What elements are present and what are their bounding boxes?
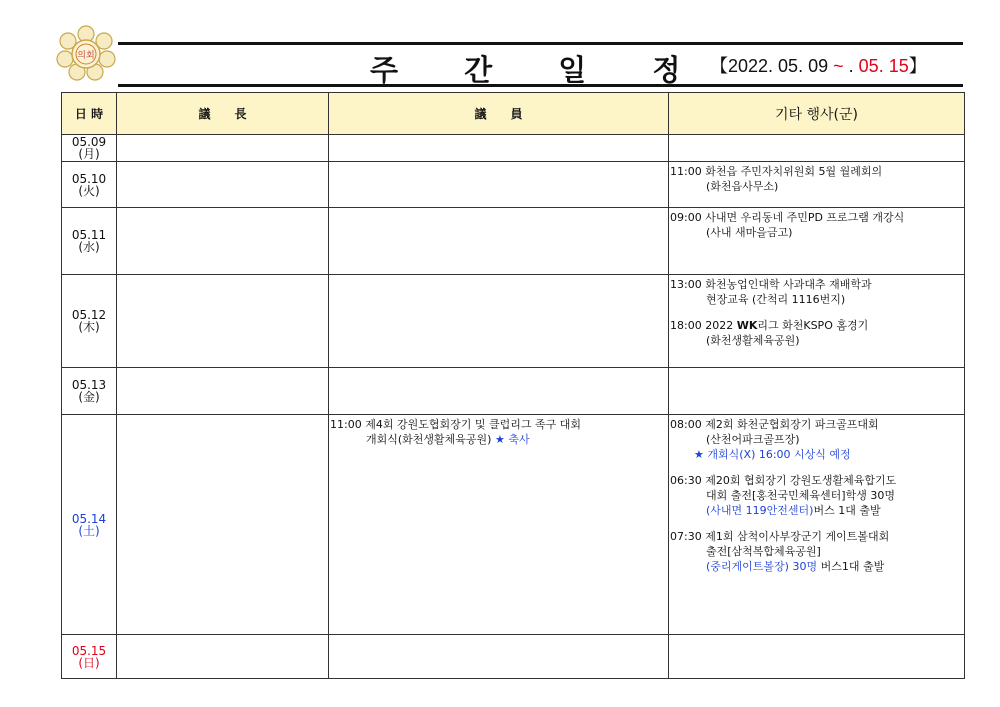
date-cell: 05.15 (日)	[62, 635, 117, 679]
other-cell	[669, 208, 965, 275]
title-rule-top	[118, 42, 963, 45]
header-date: 日 時	[62, 93, 117, 135]
chairman-cell	[117, 135, 329, 162]
member-cell	[329, 208, 669, 275]
other-cell	[669, 162, 965, 208]
table-row	[62, 162, 965, 208]
other-cell	[669, 368, 965, 415]
event-entry: 08:00 제2회 화천군협회장기 파크골프대회 (산천어파크골프장) ★ 개회식(X) 16:00 시상식 예정	[670, 418, 879, 461]
table-row	[62, 635, 965, 679]
member-cell	[329, 135, 669, 162]
chairman-cell	[117, 635, 329, 679]
chairman-cell	[117, 162, 329, 208]
member-cell	[329, 162, 669, 208]
header-chairman: 議 長	[117, 93, 329, 135]
event-entry: 13:00 화천농업인대학 사과대추 재배학과 현장교육 (간척리 1116번지)	[670, 278, 872, 306]
member-cell	[329, 275, 669, 368]
date-cell: 05.14 (土)	[62, 415, 117, 635]
chairman-cell	[117, 368, 329, 415]
date-cell: 05.10 (火)	[62, 162, 117, 208]
member-cell	[329, 368, 669, 415]
member-cell	[329, 415, 669, 635]
svg-text:의회: 의회	[77, 51, 95, 61]
event-entry: 07:30 제1회 삼척이사부장군기 게이트볼대회 출전[삼척복합체육공원] (중리게이트볼장) 30명 버스1대 출발	[670, 530, 890, 573]
other-cell	[669, 635, 965, 679]
date-cell: 05.12 (木)	[62, 275, 117, 368]
page-title: 주 간 일 정	[370, 53, 709, 87]
weekly-schedule-table	[61, 92, 965, 679]
date-range: 【2022. 05. 09 ~ . 05. 15】	[710, 56, 927, 76]
member-cell	[329, 635, 669, 679]
table-row	[62, 368, 965, 415]
council-logo	[55, 25, 117, 81]
table-row	[62, 135, 965, 162]
table-header-row	[62, 93, 965, 135]
header-member: 議 員	[329, 93, 669, 135]
event-entry: 11:00 제4회 강원도협회장기 및 클럽리그 족구 대회 개회식(화천생활체육공원) ★ 축사	[330, 418, 581, 446]
date-cell: 05.13 (金)	[62, 368, 117, 415]
event-entry: 09:00 사내면 우리동네 주민PD 프로그램 개강식 (사내 새마을금고)	[670, 211, 905, 239]
event-entry: 18:00 2022 WK리그 화천KSPO 홈경기 (화천생활체육공원)	[670, 319, 869, 347]
chairman-cell	[117, 415, 329, 635]
table-row	[62, 415, 965, 635]
date-cell: 05.09 (月)	[62, 135, 117, 162]
chairman-cell	[117, 275, 329, 368]
date-cell: 05.11 (水)	[62, 208, 117, 275]
other-cell	[669, 275, 965, 368]
table-row	[62, 208, 965, 275]
other-cell	[669, 415, 965, 635]
chairman-cell	[117, 208, 329, 275]
header-other-events: 기타 행사(군)	[669, 93, 965, 135]
event-entry: 06:30 제20회 협회장기 강원도생활체육합기도 대회 출전[홍천국민체육센터]학생 30명 (사내면 119안전센터)버스 1대 출발	[670, 474, 897, 517]
table-row	[62, 275, 965, 368]
other-cell	[669, 135, 965, 162]
event-entry: 11:00 화천읍 주민자치위원회 5월 월례회의 (화천읍사무소)	[670, 165, 883, 193]
